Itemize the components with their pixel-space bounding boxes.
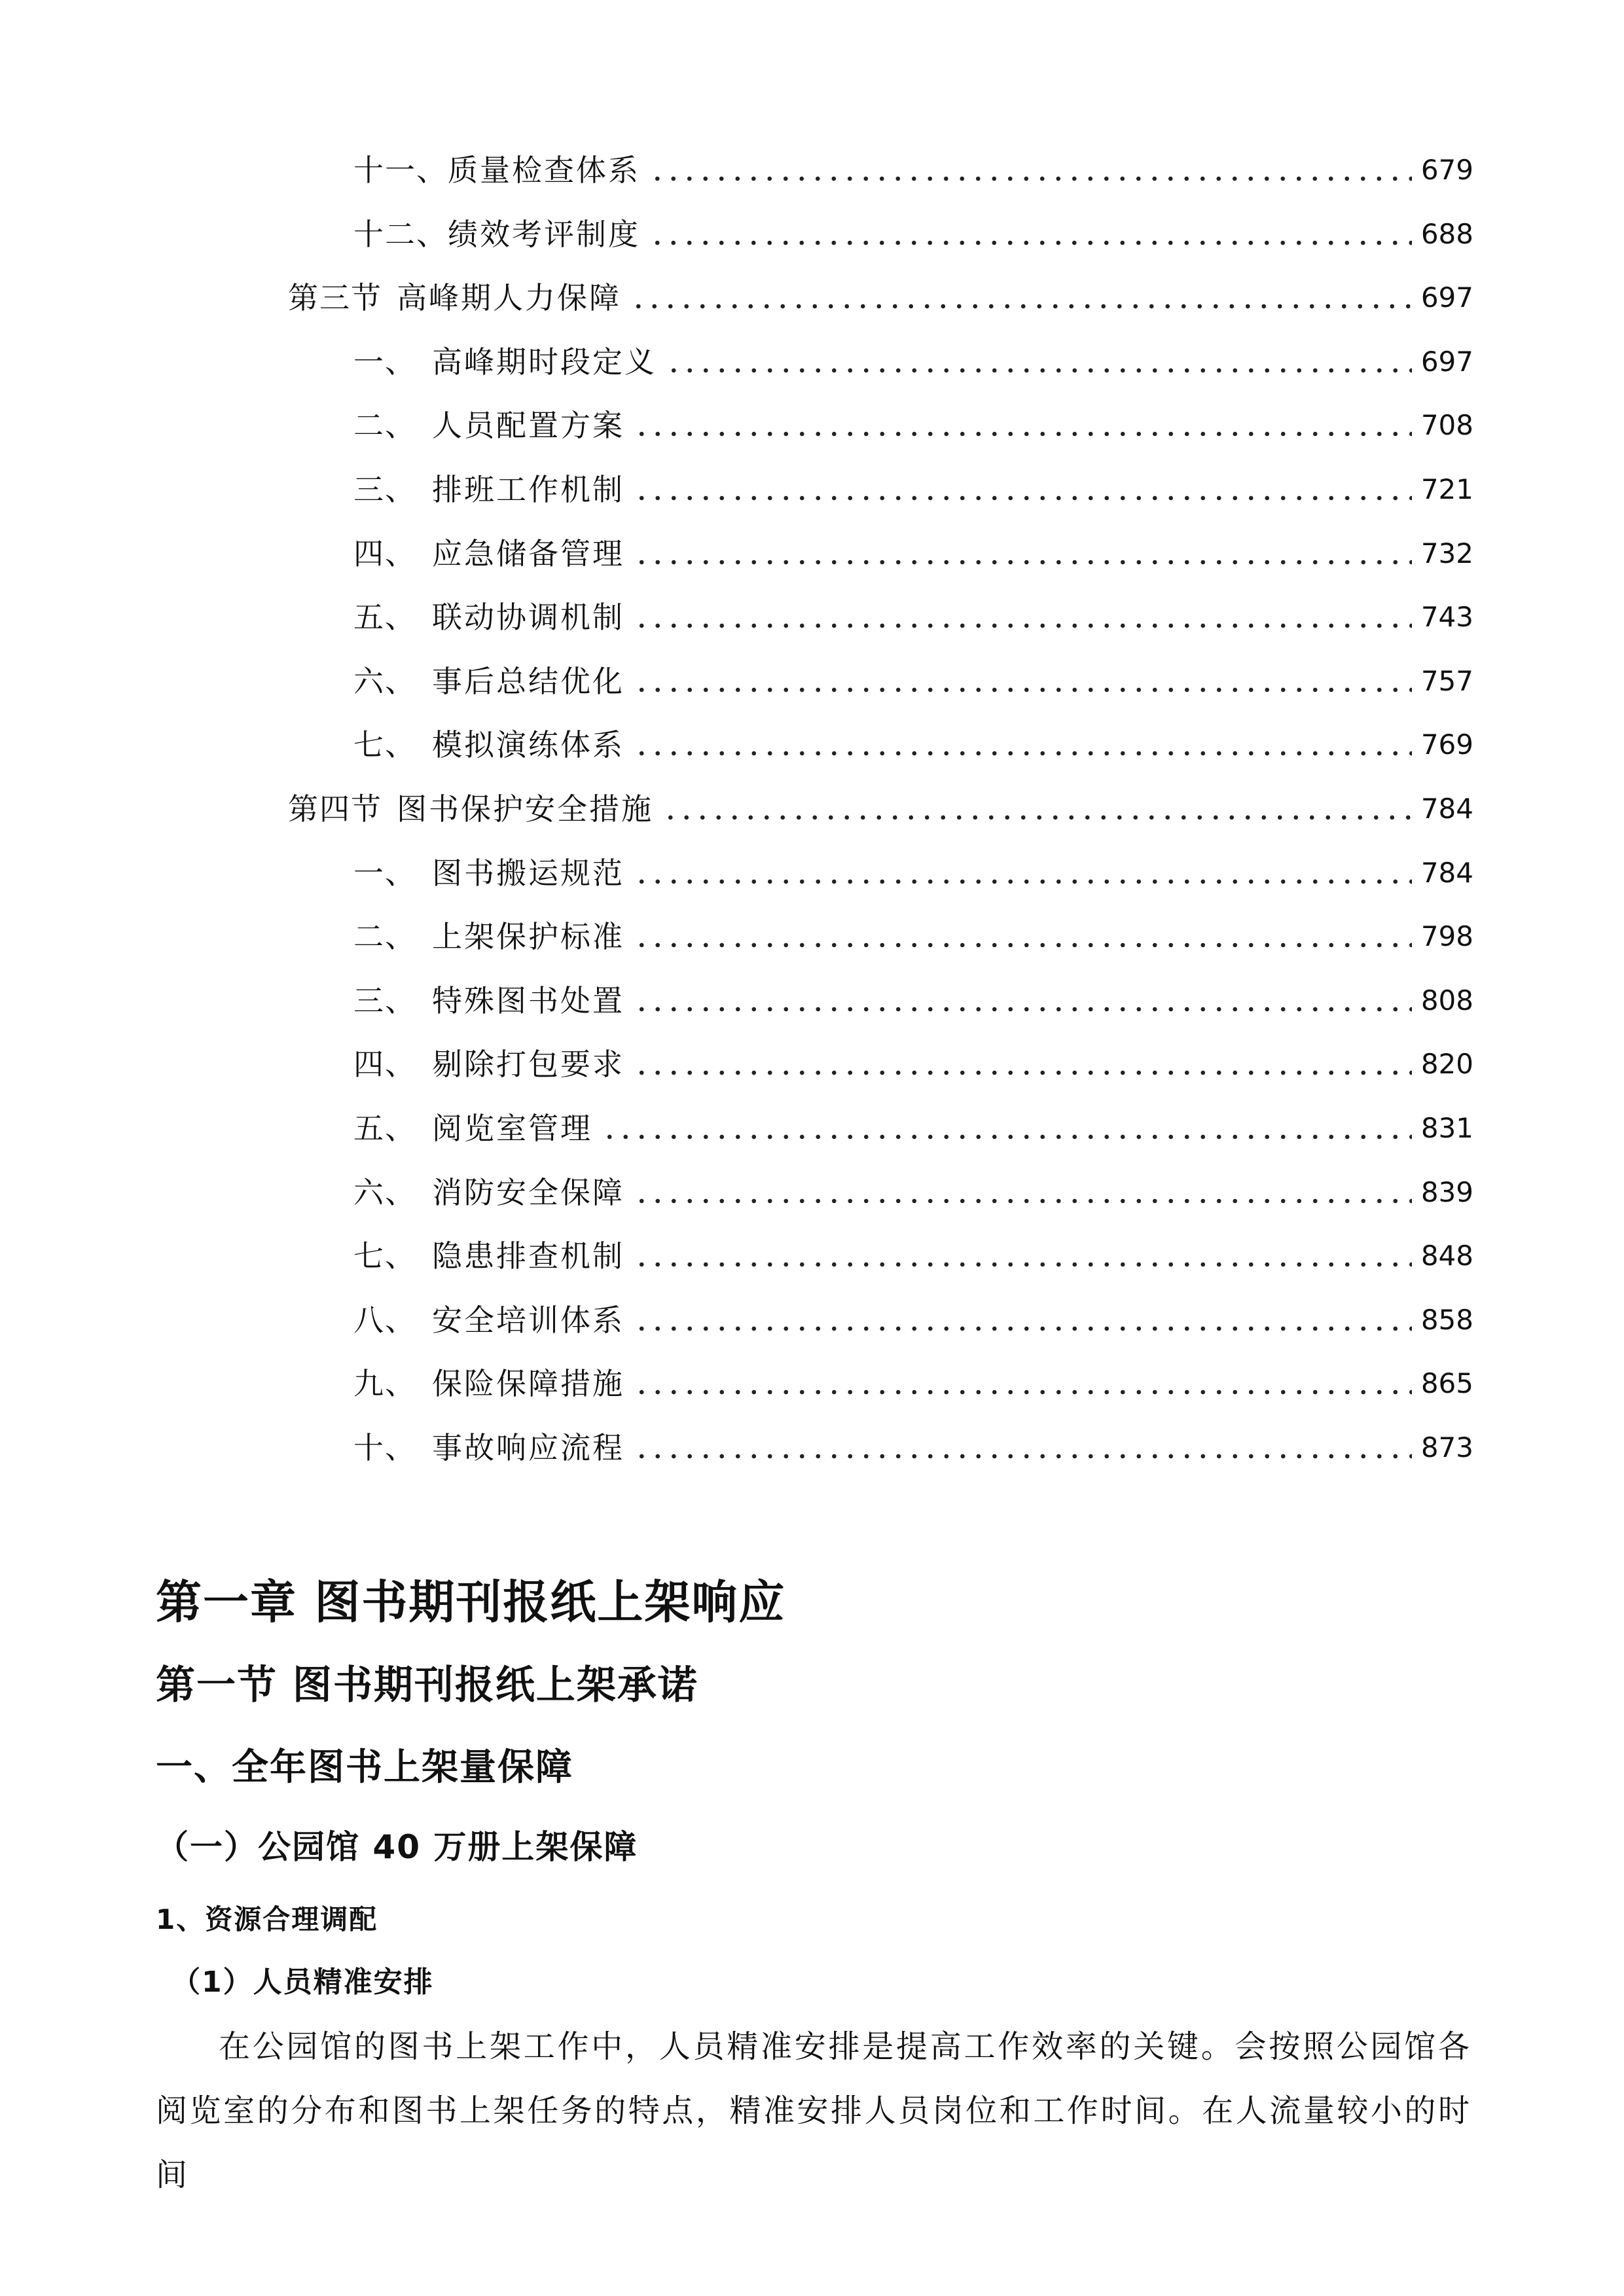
toc-entry-page: 708 (1420, 409, 1473, 442)
toc-entry-page: 858 (1420, 1303, 1473, 1336)
toc-entry-page: 798 (1420, 920, 1473, 953)
toc-dot-leader (634, 1425, 1412, 1471)
toc-entry-number: 三、 (353, 982, 416, 1018)
toc-entry-title: 模拟演练体系 (432, 727, 624, 763)
toc-entry-number: 十、 (353, 1430, 416, 1465)
toc-dot-leader (634, 658, 1412, 704)
toc-entry[interactable] (353, 1170, 1473, 1215)
item-title: 1、资源合理调配 (156, 1903, 378, 1935)
toc-dot-leader (634, 1233, 1412, 1279)
body-paragraph: 在公园馆的图书上架工作中，人员精准安排是提高工作效率的关键。会按照公园馆各阅览室的分布和图书上架任务的特点，精准安排人员岗位和工作时间。在人流量较小的时间 (156, 2028, 1471, 2193)
toc-entry-page: 808 (1420, 984, 1473, 1016)
toc-dot-leader (634, 722, 1412, 768)
toc-entry[interactable] (353, 403, 1473, 448)
toc-entry-number: 第四节 (288, 791, 382, 827)
toc-dot-leader (634, 594, 1412, 640)
toc-entry-number: 八、 (353, 1302, 416, 1338)
toc-dot-leader (634, 403, 1412, 448)
toc-entry-title: 质量检查体系 (448, 152, 640, 188)
toc-entry-title: 特殊图书处置 (432, 982, 624, 1018)
toc-dot-leader (634, 1041, 1412, 1087)
toc-entry-title: 事故响应流程 (432, 1430, 624, 1465)
toc-dot-leader (649, 211, 1412, 257)
toc-entry-title: 图书保护安全措施 (397, 791, 653, 827)
toc-entry-page: 757 (1420, 664, 1473, 697)
toc-entry[interactable] (353, 1361, 1473, 1407)
toc-entry-number: 四、 (353, 1047, 416, 1083)
toc-entry-page: 820 (1420, 1048, 1473, 1081)
toc-entry[interactable] (288, 275, 1473, 321)
toc-entry-title: 高峰期时段定义 (432, 344, 657, 380)
toc-entry-title: 人员配置方案 (432, 408, 624, 444)
toc-entry-title: 保险保障措施 (432, 1366, 624, 1402)
toc-entry[interactable] (353, 1233, 1473, 1279)
toc-entry[interactable] (353, 850, 1473, 896)
toc-entry[interactable] (353, 1105, 1473, 1151)
toc-entry-page: 784 (1420, 793, 1473, 825)
toc-entry-number: 十二、 (353, 216, 448, 252)
toc-entry-title: 安全培训体系 (432, 1302, 624, 1338)
toc-entry-number: 二、 (353, 408, 416, 444)
toc-dot-leader (666, 339, 1412, 385)
toc-entry-page: 839 (1420, 1175, 1473, 1208)
toc-entry-page: 831 (1420, 1112, 1473, 1144)
toc-entry[interactable] (353, 658, 1473, 704)
toc-entry-title: 隐患排查机制 (432, 1238, 624, 1274)
toc-entry[interactable] (353, 1425, 1473, 1471)
toc-entry-title: 应急储备管理 (432, 535, 624, 571)
toc-entry-number: 二、 (353, 919, 416, 955)
toc-entry-number: 四、 (353, 535, 416, 571)
toc-entry[interactable] (353, 1041, 1473, 1087)
toc-dot-leader (634, 1170, 1412, 1215)
toc-entry[interactable] (353, 722, 1473, 768)
toc-entry-number: 三、 (353, 472, 416, 507)
toc-dot-leader (634, 1361, 1412, 1407)
toc-entry-title: 高峰期人力保障 (397, 280, 621, 316)
toc-dot-leader (630, 275, 1412, 321)
toc-entry-number: 六、 (353, 663, 416, 699)
toc-entry[interactable] (353, 1297, 1473, 1343)
toc-entry-number: 七、 (353, 1238, 416, 1274)
toc-entry[interactable] (353, 531, 1473, 577)
toc-entry-number: 五、 (353, 600, 416, 636)
chapter-title: 第一章 图书期刊报纸上架响应 (156, 1575, 786, 1629)
toc-entry-title: 联动协调机制 (432, 600, 624, 636)
toc-entry-title: 剔除打包要求 (432, 1047, 624, 1083)
toc-entry-page: 679 (1420, 154, 1473, 186)
toc-dot-leader (634, 850, 1412, 896)
toc-entry-page: 688 (1420, 217, 1473, 250)
toc-entry-page: 784 (1420, 856, 1473, 889)
toc-entry-page: 721 (1420, 473, 1473, 505)
toc-entry-number: 七、 (353, 727, 416, 763)
toc-entry-page: 743 (1420, 601, 1473, 634)
toc-dot-leader (649, 147, 1412, 193)
toc-entry-title: 上架保护标准 (432, 919, 624, 955)
toc-entry-number: 十一、 (353, 152, 448, 188)
toc-entry-number: 五、 (353, 1111, 416, 1146)
toc-entry-number: 一、 (353, 855, 416, 891)
toc-dot-leader (662, 786, 1412, 832)
toc-dot-leader (634, 978, 1412, 1024)
toc-entry[interactable] (353, 914, 1473, 960)
subsection-title: 一、全年图书上架量保障 (156, 1746, 573, 1789)
toc-entry-number: 九、 (353, 1366, 416, 1402)
toc-entry-title: 阅览室管理 (432, 1111, 592, 1146)
toc-entry-page: 873 (1420, 1431, 1473, 1463)
toc-dot-leader (634, 531, 1412, 577)
toc-dot-leader (634, 1297, 1412, 1343)
toc-dot-leader (634, 467, 1412, 512)
toc-entry-page: 769 (1420, 728, 1473, 761)
toc-entry-title: 事后总结优化 (432, 663, 624, 699)
toc-entry-page: 697 (1420, 345, 1473, 378)
toc-entry-page: 697 (1420, 281, 1473, 314)
toc-entry-page: 865 (1420, 1367, 1473, 1400)
toc-entry[interactable] (353, 978, 1473, 1024)
toc-entry-title: 排班工作机制 (432, 472, 624, 507)
toc-dot-leader (634, 914, 1412, 960)
sub-item-title: （1）人员精准安排 (171, 1965, 434, 1999)
toc-entry[interactable] (288, 786, 1473, 832)
toc-entry-number: 第三节 (288, 280, 382, 316)
toc-entry-title: 图书搬运规范 (432, 855, 624, 891)
toc-entry[interactable] (353, 467, 1473, 512)
toc-entry-page: 848 (1420, 1240, 1473, 1272)
sub-subsection-title: （一）公园馆 40 万册上架保障 (156, 1828, 638, 1866)
toc-entry[interactable] (353, 211, 1473, 257)
toc-entry-number: 六、 (353, 1174, 416, 1210)
toc-entry[interactable] (353, 147, 1473, 193)
toc-entry-number: 一、 (353, 344, 416, 380)
section-title: 第一节 图书期刊报纸上架承诺 (156, 1662, 698, 1708)
toc-entry-title: 消防安全保障 (432, 1174, 624, 1210)
toc-entry[interactable] (353, 594, 1473, 640)
toc-entry-page: 732 (1420, 537, 1473, 569)
toc-dot-leader (602, 1105, 1412, 1151)
toc-entry[interactable] (353, 339, 1473, 385)
toc-entry-title: 绩效考评制度 (448, 216, 640, 252)
